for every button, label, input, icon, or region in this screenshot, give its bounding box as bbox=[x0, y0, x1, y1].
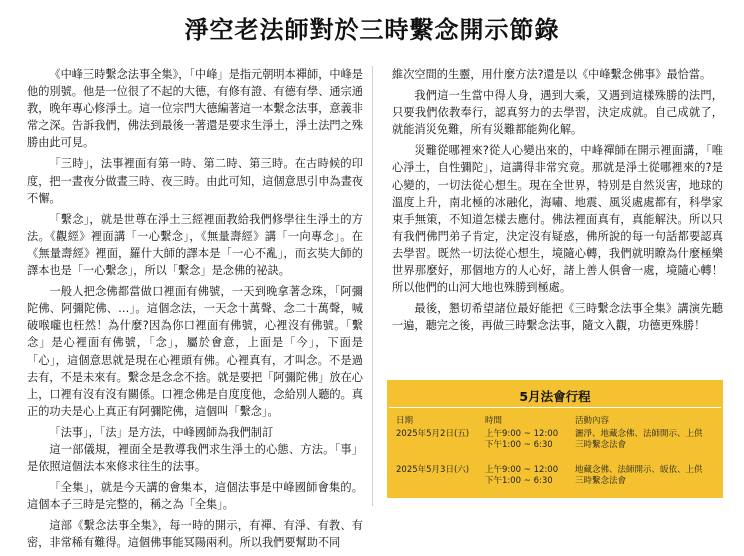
time-am: 上午9:00 ~ 12:00 bbox=[485, 465, 559, 475]
content-line: 三時繫念法會 bbox=[575, 476, 627, 486]
paragraph: 這部《繫念法事全集》，每一時的開示，有禪、有淨、有教、有密，非常稀有難得。這個佛事能冥陽兩利。所以我們要幫助不同 bbox=[27, 519, 363, 550]
paragraph: 「法事」，「法」是方法，中峰國師為我們制訂 bbox=[49, 425, 274, 439]
page-title: 淨空老法師對於三時繫念開示節錄 bbox=[184, 15, 560, 44]
header-date: 日期 bbox=[396, 416, 414, 426]
paragraph: 災難從哪裡來?從人心變出來的，中峰禪師在開示裡面講，「唯心淨土，自性彌陀」，這講得非常究竟。那就是淨土從哪裡來的?是心變的，一切法從心想生。現在全世界，特別是自然災害，地球的溫度上升，南北極的冰融化，海嘯、地震、風災處處都有，科學家束手無策，不知道怎樣去應付。佛法裡面真有，真能解決。所以只有我們佛門弟子肯定，決定沒有疑惑，佛所說的每一句話都要認真去學習。既然一切法從心想生，境隨心轉，我們就明瞭為什麼極樂世界那麼好，那個地方的人心好，諸上善人俱會一處，境隨心轉！所以他們的山河大地也殊勝到極處。 bbox=[392, 144, 723, 295]
row-content bbox=[575, 465, 725, 487]
time-am: 上午9:00 ~ 12:00 bbox=[485, 429, 559, 439]
paragraph: 「繫念」，就是世尊在淨土三經裡面教給我們修學往生淨土的方法。《觀經》裡面講「一心繫念」，《無量壽經》講「一向專念」。在《無量壽經》裡面，羅什大師的譯本是「一心不亂」，而玄奘大師的譯本也是「一心繫念」，所以「繫念」是念佛的祕訣。 bbox=[27, 212, 363, 278]
left-column bbox=[27, 66, 363, 556]
time-pm: 下午1:00 ~ 6:30 bbox=[485, 440, 553, 450]
paragraph: 最後，懇切希望諸位最好能把《三時繫念法事全集》講演先聽一遍，聽完之後，再做三時繫念法事，隨文入觀，功德更殊勝！ bbox=[392, 302, 723, 333]
paragraph: 《中峰三時繫念法事全集》，「中峰」是指元朝明本禪師，中峰是他的別號。他是一位很了不起的大德，有修有證、有德有學、通宗通教，晚年專心修淨土。這一位宗門大德編著這一本繫念法事，意義非常之深。告訴我們，佛法到最後一著還是要求生淨土，淨土法門之殊勝由此可見。 bbox=[27, 68, 363, 150]
schedule-row bbox=[396, 465, 716, 489]
paragraph: 「三時」，法事裡面有第一時、第二時、第三時。在古時候的印度，把一晝夜分做晝三時、夜三時。由此可知，這個意思引申為晝夜不懈。 bbox=[27, 157, 363, 205]
column-divider bbox=[372, 66, 373, 506]
content-line: 地藏念佛、法師開示、皈依、上供 bbox=[575, 465, 703, 475]
paragraph: 「全集」，就是今天講的會集本，這個法事是中峰國師會集的。這個本子三時是完整的，稱之為「全集」。 bbox=[27, 481, 363, 512]
schedule-row bbox=[396, 429, 716, 453]
row-date: 2025年5月3日(六) bbox=[396, 465, 470, 475]
paragraph: 這一部儀規，裡面全是教導我們求生淨土的心態、方法。「事」是依照這個法本來修求往生的法事。 bbox=[27, 442, 363, 474]
schedule-divider bbox=[389, 407, 721, 408]
paragraph: 一般人把念佛都當做口裡面有佛號，一天到晚拿著念珠，「阿彌陀佛、阿彌陀佛、…」。這個念法，一天念十萬聲、念二十萬聲，喊破喉嚨也枉然！為什麼?因為你口裡面有佛號，心裡沒有佛號。「繫念」是心裡面有佛號，「念」，屬於會意，上面是「今」，下面是「心」，這個意思就是現在心裡頭有佛。心裡真有，才叫念。不是過去有，不是未來有。繫念是念念不捨。就是要把「阿彌陀佛」放在心上，口裡有沒有沒有關係。口裡念佛是自度度他，念給別人聽的。真正的功夫是心上真正有阿彌陀佛，這個叫「繫念」。 bbox=[27, 285, 363, 418]
content-line: 灑淨、地藏念佛、法師開示、上供 bbox=[575, 429, 703, 439]
right-column bbox=[392, 66, 723, 338]
schedule-title: 5月法會行程 bbox=[519, 389, 591, 404]
row-time bbox=[485, 465, 585, 487]
content-line: 三時繫念法會 bbox=[575, 440, 627, 450]
row-date: 2025年5月2日(五) bbox=[396, 429, 470, 439]
time-pm: 下午1:00 ~ 6:30 bbox=[485, 476, 553, 486]
schedule-box bbox=[387, 380, 723, 498]
header-time: 時間 bbox=[485, 416, 503, 426]
header-content: 活動內容 bbox=[575, 416, 610, 426]
paragraph: 維次空間的生靈，用什麼方法?還是以《中峰繫念佛事》最恰當。 bbox=[392, 68, 712, 81]
row-time bbox=[485, 429, 585, 451]
paragraph: 我們這一生當中得人身，遇到大乘，又遇到這樣殊勝的法門，只要我們依教奉行，認真努力的去學習，決定成就。自己成就了，就能消災免難，所有災難都能夠化解。 bbox=[392, 89, 723, 137]
row-content bbox=[575, 429, 725, 451]
